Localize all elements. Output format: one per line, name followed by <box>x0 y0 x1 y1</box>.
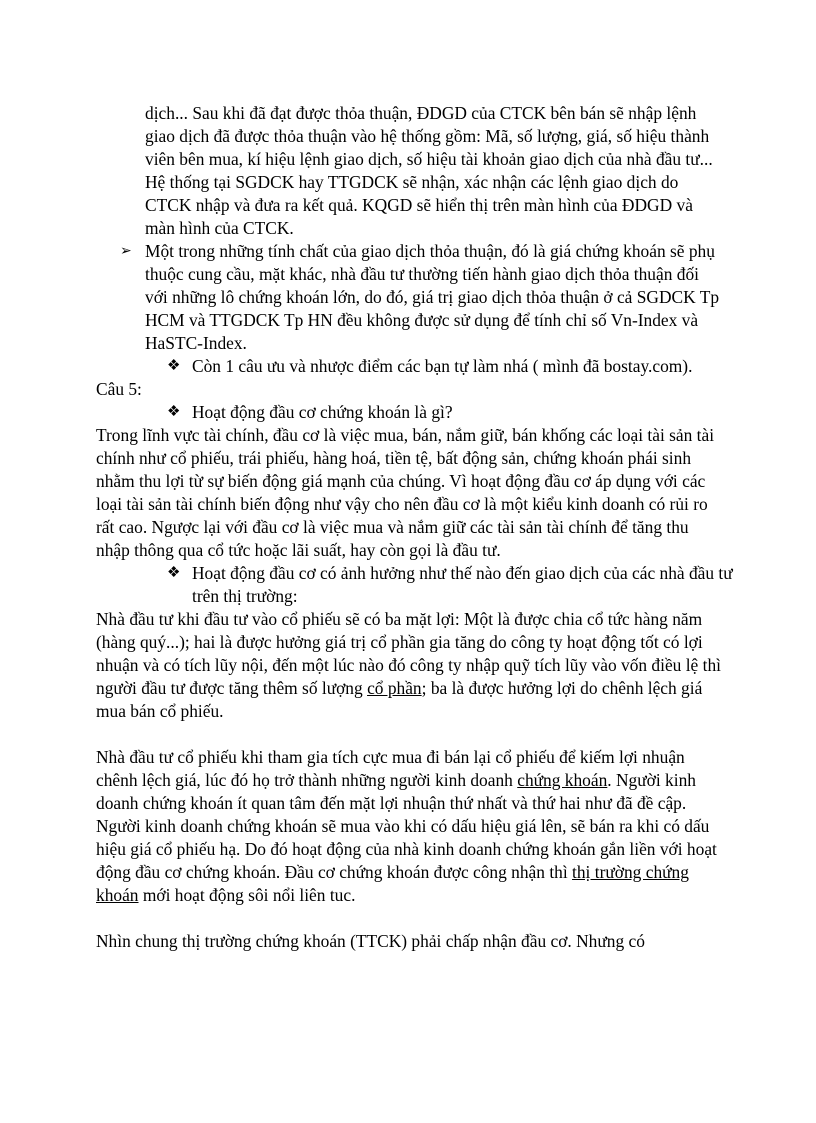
paragraph-nha-dau-tu <box>96 608 726 723</box>
diamond-item-text-3: Hoạt động đầu cơ có ảnh hưởng như thế nào đến giao dịch của các nhà đầu tư trên thị trường: <box>192 563 733 606</box>
document-body <box>96 102 733 953</box>
paragraph-dau-co: Trong lĩnh vực tài chính, đầu cơ là việc mua, bán, nắm giữ, bán khống các loại tài sản tài chính như cổ phiếu, trái phiếu, hàng hoá, tiền tệ, bất động sản, chứng khoán phái sinh nhằm thu lợi từ sự biến động giá mạnh của chúng. Vì hoạt động đầu cơ áp dụng với các loại tài sản tài chính biến động như vậy cho nên đầu cơ là một kiểu kinh doanh có rủi ro rất cao. Ngược lại với đầu cơ là việc mua và nắm giữ các tài sản tài chính để tăng thu nhập thông qua cổ tức hoặc lãi suất, hay còn gọi là đầu tư. <box>96 425 715 560</box>
diamond-list-item-1 <box>96 355 752 378</box>
diamond-bullet-icon: ❖ <box>167 404 181 420</box>
paragraph-kinh-doanh <box>96 746 726 907</box>
arrow-list-item <box>96 240 726 355</box>
diamond-item-text-1: Còn 1 câu ưu và nhược điểm các bạn tự làm nhá ( mình đã bostay.com). <box>192 356 693 376</box>
diamond-item-text-2: Hoạt động đầu cơ chứng khoán là gì? <box>192 402 453 422</box>
paragraph-kinh-doanh-part-1: Nhà đầu tư cổ phiếu khi tham gia tích cực mua đi bán lại cổ phiếu để kiếm lợi nhuận chênh lệch giá, lúc đó họ trở thành những người kinh doanh <box>96 747 685 790</box>
diamond-bullet-icon: ❖ <box>167 358 181 374</box>
arrow-bullet-icon: ➢ <box>120 244 132 259</box>
blank-line <box>96 907 726 930</box>
link-chung-khoan[interactable]: chứng khoán <box>517 770 608 790</box>
paragraph-kinh-doanh-part-2: . Người kinh doanh chứng khoán ít quan tâm đến mặt lợi nhuận thứ nhất và thứ hai như đã đề cập. Người kinh doanh chứng khoán sẽ mua vào khi có dấu hiệu giá lên, sẽ bán ra khi có dấu hiệu giá cổ phiếu hạ. Do đó hoạt động của nhà kinh doanh chứng khoán gắn liền với hoạt động đầu cơ chứng khoán. Đầu cơ chứng khoán được công nhận thì <box>96 770 717 882</box>
link-thi-truong-chung-khoan[interactable]: thị trường chứng khoán <box>96 862 689 905</box>
diamond-list-item-2 <box>96 401 752 424</box>
diamond-list-item-3 <box>96 562 752 608</box>
paragraph-thoa-thuan: dịch... Sau khi đã đạt được thỏa thuận, ĐDGD của CTCK bên bán sẽ nhập lệnh giao dịch đã được thỏa thuận vào hệ thống gồm: Mã, số lượng, giá, số hiệu thành viên bên mua, kí hiệu lệnh giao dịch, số hiệu tài khoản giao dịch của nhà đầu tư... Hệ thống tại SGDCK hay TTGDCK sẽ nhận, xác nhận các lệnh giao dịch do CTCK nhập và đưa ra kết quả. KQGD sẽ hiển thị trên màn hình của ĐDGD và màn hình của CTCK. <box>145 103 713 238</box>
arrow-item-text: Một trong những tính chất của giao dịch thỏa thuận, đó là giá chứng khoán sẽ phụ thuộc cung cầu, mặt khác, nhà đầu tư thường tiến hành giao dịch thỏa thuận đối với những lô chứng khoán lớn, do đó, giá trị giao dịch thỏa thuận ở cả SGDCK Tp HCM và TTGDCK Tp HN đều không được sử dụng để tính chỉ số Vn-Index và HaSTC-Index. <box>145 241 720 353</box>
blank-line <box>96 723 726 746</box>
diamond-bullet-icon: ❖ <box>167 565 181 581</box>
paragraph-nha-dau-tu-part-1: Nhà đầu tư khi đầu tư vào cổ phiếu sẽ có ba mặt lợi: Một là được chia cổ tức hàng năm (hàng quý...); hai là được hưởng giá trị cổ phần gia tăng do công ty hoạt động tốt có lợi nhuận và có tích lũy nội, đến một lúc nào đó công ty nhập quỹ tích lũy vào vốn điều lệ thì người đầu tư được tăng thêm số lượng <box>96 609 721 698</box>
paragraph-kinh-doanh-part-3: mới hoạt động sôi nổi liên tuc. <box>138 885 356 905</box>
question-heading: Câu 5: <box>96 379 142 399</box>
paragraph-nhin-chung: Nhìn chung thị trường chứng khoán (TTCK) phải chấp nhận đầu cơ. Nhưng có <box>96 931 645 951</box>
link-co-phan[interactable]: cổ phần <box>367 678 422 698</box>
paragraph-nha-dau-tu-part-2: ; ba là được hưởng lợi do chênh lệch giá mua bán cổ phiếu. <box>96 678 703 721</box>
